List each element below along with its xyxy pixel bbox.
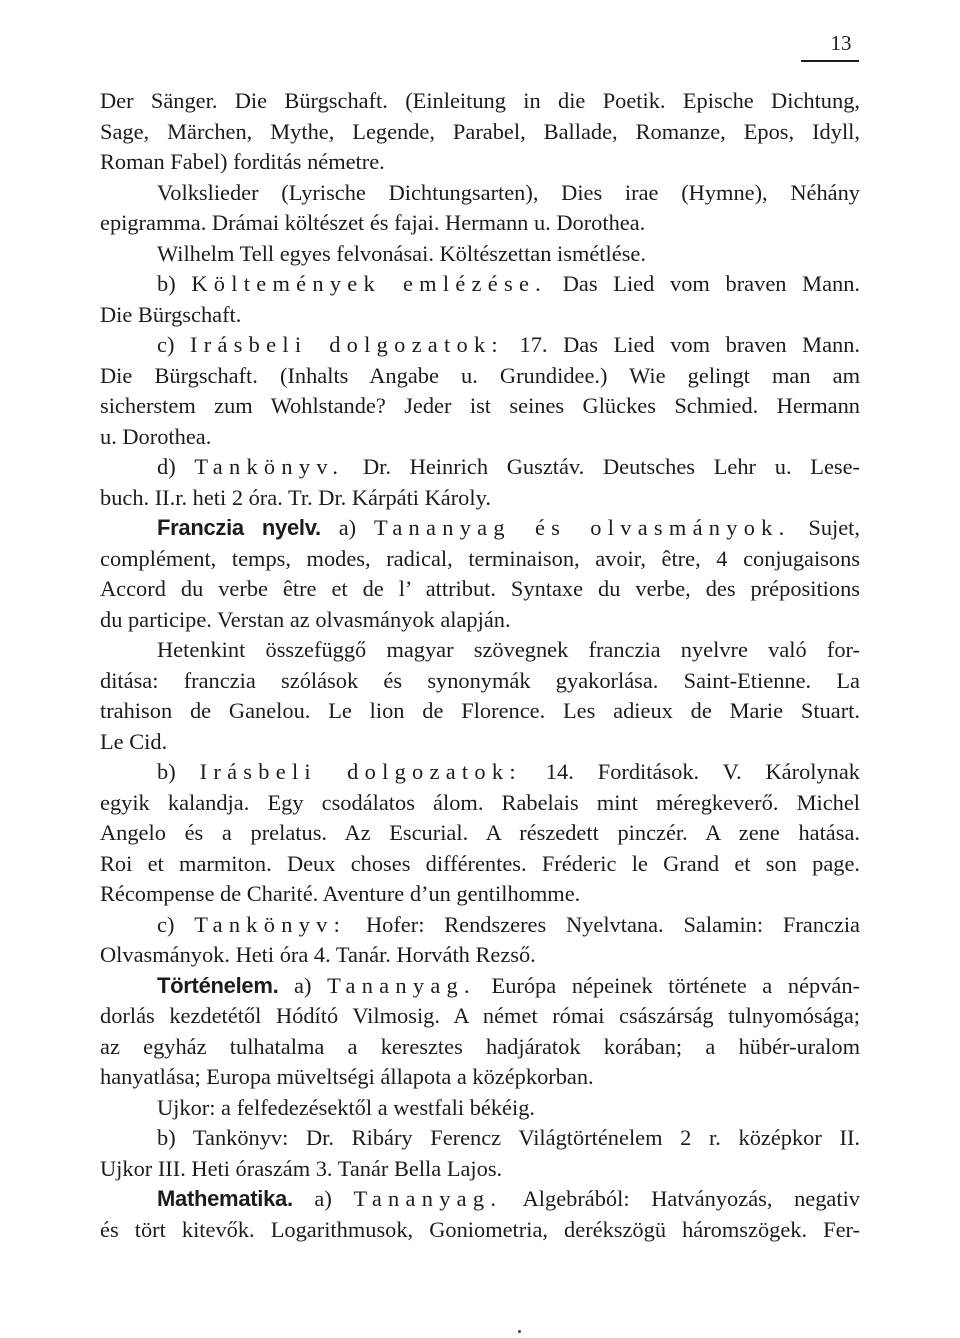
line-text: Hofer: Rendszeres Nyelvtana. Salamin: Franczia	[346, 911, 860, 937]
spaced-heading: Tankönyv:	[194, 911, 347, 937]
line-text: és tört kitevők. Logarithmusok, Goniometria, derékszögü háromszögek. Fer-	[100, 1216, 860, 1242]
print-speck	[518, 1330, 521, 1333]
text-line	[100, 1001, 860, 1032]
text-line	[100, 1215, 860, 1246]
text-line	[100, 696, 860, 727]
text-line	[100, 605, 860, 636]
line-text: c)	[157, 911, 195, 937]
line-text: Angelo és a prelatus. Az Escurial. A részedett pinczér. A zene hatása.	[100, 820, 860, 845]
text-line	[100, 361, 860, 392]
document-body	[100, 86, 860, 1245]
text-line	[100, 849, 860, 880]
text-line	[100, 818, 860, 849]
line-text: ditása: franczia szólások és synonymák gyakorlása. Saint-Etienne. La	[100, 667, 860, 693]
line-text: Récompense de Charité. Aventure d’un gentilhomme.	[100, 881, 581, 906]
line-text: Wilhelm Tell egyes felvonásai. Költészettan ismétlése.	[157, 240, 646, 266]
text-line	[100, 269, 860, 300]
text-line	[100, 727, 860, 758]
text-line	[100, 666, 860, 697]
text-line	[100, 1062, 860, 1093]
text-line	[100, 147, 860, 178]
text-line	[100, 239, 860, 270]
line-text: epigramma. Drámai költészet és fajai. Hermann u. Dorothea.	[100, 210, 646, 235]
line-text: Accord du verbe être et de l’ attribut. Syntaxe du verbe, des prépositions	[100, 576, 860, 601]
line-text: 17. Das Lied vom braven Mann.	[503, 332, 860, 357]
text-line	[100, 178, 860, 209]
line-text: b)	[157, 759, 200, 784]
line-text: Hetenkint összefüggő magyar szövegnek franczia nyelvre való for-	[157, 637, 860, 662]
text-line	[100, 757, 860, 788]
spaced-heading: Tananyag.	[353, 1186, 503, 1211]
text-line	[100, 513, 860, 544]
line-text: Volkslieder (Lyrische Dichtungsarten), Dies irae (Hymne), Néhány	[157, 179, 860, 205]
line-text: sicherstem zum Wohlstande? Jeder ist seines Glückes Schmied. Hermann	[100, 393, 860, 418]
text-line	[100, 1123, 860, 1154]
line-text: Der Sänger. Die Bürgschaft. (Einleitung in die Poetik. Epische Dichtung,	[100, 88, 860, 113]
line-text: complément, temps, modes, radical, terminaison, avoir, être, 4 conjugaisons	[100, 545, 860, 571]
text-line	[100, 1154, 860, 1185]
line-text: egyik kalandja. Egy csodálatos álom. Rabelais mint méregkeverő. Michel	[100, 789, 860, 815]
text-line	[100, 86, 860, 117]
line-text: 14. Forditások. V. Károlynak	[521, 759, 861, 784]
subject-heading: Mathematika.	[157, 1186, 293, 1211]
text-line	[100, 1032, 860, 1063]
line-text: Algebrából: Hatványozás, negativ	[502, 1186, 860, 1211]
line-text: c)	[157, 332, 191, 357]
header-rule	[801, 60, 859, 62]
text-line	[100, 1184, 860, 1215]
text-line	[100, 971, 860, 1002]
line-text: trahison de Ganelou. Le lion de Florence. Les adieux de Marie Stuart.	[100, 698, 860, 723]
line-text: du participe. Verstan az olvasmányok alapján.	[100, 606, 511, 632]
line-text: Sage, Märchen, Mythe, Legende, Parabel, Ballade, Romanze, Epos, Idyll,	[100, 118, 860, 144]
line-text: b) Tankönyv: Dr. Ribáry Ferencz Világtörténelem 2 r. középkor II.	[157, 1125, 860, 1150]
line-text: Sujet,	[790, 515, 860, 540]
line-text: Die Bürgschaft.	[100, 301, 242, 327]
line-text: buch. II.r. heti 2 óra. Tr. Dr. Kárpáti Károly.	[100, 484, 491, 510]
page-number: 13	[830, 31, 852, 55]
text-line	[100, 208, 860, 239]
text-line	[100, 452, 860, 483]
text-line	[100, 1093, 860, 1124]
line-text: dorlás kezdetétől Hódító Vilmosig. A német római császárság tulnyomósága;	[100, 1003, 860, 1028]
line-text: Le Cid.	[100, 728, 168, 754]
text-line	[100, 422, 860, 453]
line-text: a)	[320, 515, 374, 540]
text-line	[100, 300, 860, 331]
line-text: u. Dorothea.	[100, 423, 212, 449]
text-line	[100, 330, 860, 361]
line-text: Roman Fabel) forditás németre.	[100, 149, 385, 174]
line-text: Das Lied vom braven Mann.	[547, 271, 860, 296]
line-text: az egyház tulhatalma a keresztes hadjáratok korában; a hübér-uralom	[100, 1033, 860, 1059]
line-text: Die Bürgschaft. (Inhalts Angabe u. Grundidee.) Wie gelingt man am	[100, 362, 860, 388]
line-text: a)	[278, 972, 328, 998]
text-line	[100, 635, 860, 666]
line-text: Dr. Heinrich Gusztáv. Deutsches Lehr u. Lese-	[344, 454, 861, 479]
text-line	[100, 544, 860, 575]
subject-heading: Történelem.	[157, 972, 279, 998]
text-line	[100, 879, 860, 910]
line-text: Roi et marmiton. Deux choses différentes. Fréderic le Grand et son page.	[100, 850, 860, 876]
spaced-heading: Irásbeli dolgozatok:	[199, 759, 522, 784]
line-text: Ujkor III. Heti óraszám 3. Tanár Bella Lajos.	[100, 1155, 503, 1181]
spaced-heading: Irásbeli dolgozatok:	[190, 332, 504, 357]
line-text: Ujkor: a felfedezésektől a westfali békéig.	[157, 1094, 535, 1120]
text-line	[100, 391, 860, 422]
line-text: Olvasmányok. Heti óra 4. Tanár. Horváth Rezső.	[100, 942, 536, 967]
subject-heading: Franczia nyelv.	[157, 515, 321, 540]
line-text: Európa népeinek története a népván-	[475, 972, 860, 998]
spaced-heading: Költemények emlézése.	[191, 271, 548, 296]
line-text: a)	[292, 1186, 354, 1211]
line-text: b)	[157, 271, 192, 296]
text-line	[100, 940, 860, 971]
text-line	[100, 574, 860, 605]
text-line	[100, 117, 860, 148]
spaced-heading: Tananyag.	[327, 972, 476, 998]
spaced-heading: Tananyag és olvasmányok.	[373, 515, 791, 540]
line-text: hanyatlása; Europa müveltségi állapota a középkorban.	[100, 1064, 594, 1089]
text-line	[100, 483, 860, 514]
text-line	[100, 910, 860, 941]
text-line	[100, 788, 860, 819]
spaced-heading: Tankönyv.	[194, 454, 345, 479]
line-text: d)	[157, 454, 195, 479]
